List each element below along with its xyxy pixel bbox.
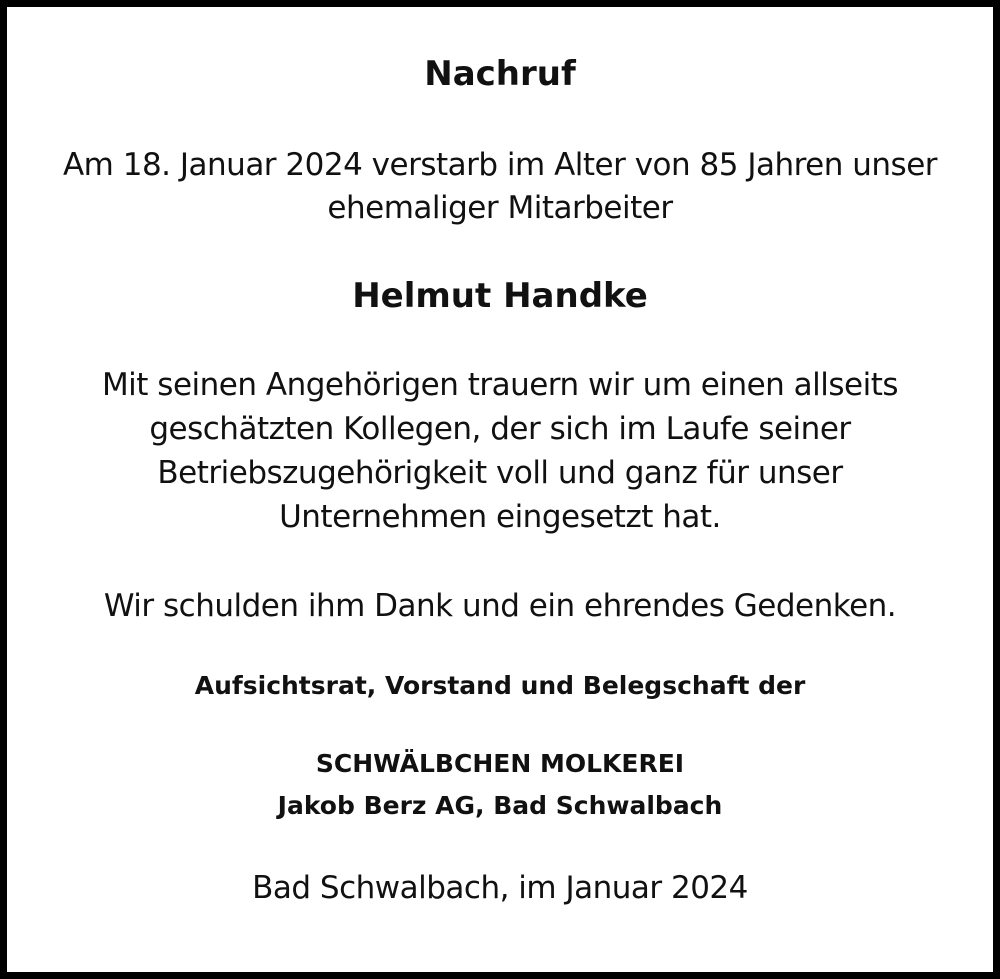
thanks-line: Wir schulden ihm Dank und ein ehrendes Gedenken. [103,588,897,624]
body-line: Unternehmen eingesetzt hat. [279,499,721,535]
title: Nachruf [424,54,576,94]
intro-line: Am 18. Januar 2024 verstarb im Alter von 85 Jahren unser [62,147,938,183]
body-line: geschätzten Kollegen, der sich im Laufe seiner [149,411,851,447]
signatories: Aufsichtsrat, Vorstand und Belegschaft der [194,671,806,700]
body-line: Betriebszugehörigkeit voll und ganz für unser [157,455,843,491]
deceased-name: Helmut Handke [352,276,648,316]
company-name: SCHWÄLBCHEN MOLKEREI [315,749,685,778]
place-date: Bad Schwalbach, im Januar 2024 [252,870,748,906]
intro-line: ehemaliger Mitarbeiter [327,190,673,226]
body-line: Mit seinen Angehörigen trauern wir um einen allseits [101,367,899,403]
company-name-line2: Jakob Berz AG, Bad Schwalbach [277,791,723,820]
